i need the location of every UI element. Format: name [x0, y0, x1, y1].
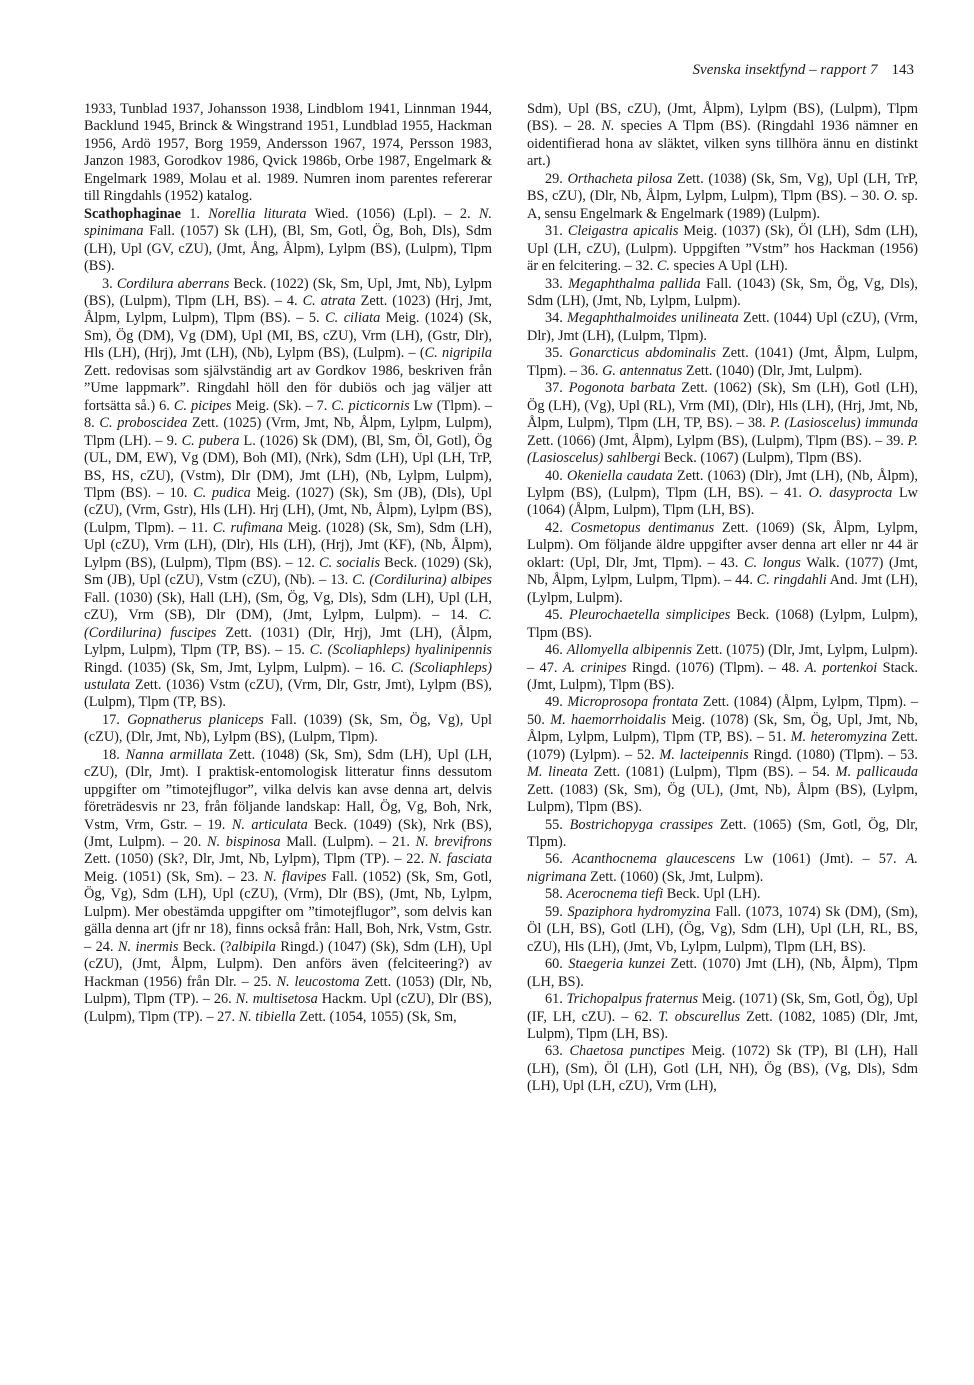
- paragraph-q15: 58. Acerocnema tiefi Beck. Upl (LH).: [545, 886, 761, 903]
- paragraph-q6: 35. Gonarcticus abdominalis Zett. (1041) (Jmt, Ålpm, Lulpm, Tlpm). – 36. G. antennatus Zett. (1040) (Dlr, Jmt, Lulpm).: [527, 345, 918, 379]
- journal-title: Svenska insektfynd – rapport 7: [692, 62, 878, 78]
- paragraph-q1: Sdm), Upl (BS, cZU), (Jmt, Ålpm), Lylpm (BS), (Lulpm), Tlpm (BS). – 28. N. species A Tlpm (BS). (Ringdahl 1936 nämner en oidentifierad hona av släktet, vilken syns tillhöra ännu en distinkt art.): [527, 101, 918, 170]
- paragraph-q13: 55. Bostrichopyga crassipes Zett. (1065) (Sm, Gotl, Ög, Dlr, Tlpm).: [527, 816, 918, 851]
- page-number: 143: [891, 62, 914, 78]
- paragraph-q11: 46. Allomyella albipennis Zett. (1075) (Dlr, Jmt, Lylpm, Lulpm). – 47. A. crinipes Ringd. (1076) (Tlpm). – 48. A. portenkoi Stack. (Jmt, Lulpm), Tlpm (BS).: [527, 642, 919, 693]
- paragraph-p5: 18. Nanna armillata Zett. (1048) (Sk, Sm), Sdm (LH), Upl (LH, cZU), (Dlr, Jmt). I praktisk-entomologisk litteratur finns dessutom uppgifter om ”timotejflugor”, vilka delvis kan avse denna art, delvis företrädesvis nr 23, från följande landskap: Hall, Ög, Vg, Boh, Nrk, Vstm, Vrm, Gstr. – 19. N. articulata Beck. (1049) (Sk), Nrk (BS), (Jmt, Lulpm). – 20. N. bispinosa Mall. (Lulpm). – 21. N. brevifrons Zett. (1050) (Sk?, Dlr, Jmt, Nb, Lylpm), Tlpm (TP). – 22. N. fasciata Meig. (1051) (Sk, Sm). – 23. N. flavipes Fall. (1052) (Sk, Sm, Gotl, Ög, Vg), Sdm (LH), Upl (cZU), (Vrm), Dlr (BS), (Jmt, Nb, Lylpm, Lulpm). Mer obestämda uppgifter om ”timotejflugor”, som delvis kan gälla denna art (jfr nr 18), finns också från: Hall, Boh, Nrk, Vstm, Gstr. – 24. N. inermis Beck. (?albipila Ringd.) (1047) (Sk), Sdm (LH), Upl (cZU), (Jmt, Ålpm, Lulpm). Den anförs även (felciteering?) av Hackman (1956) från Dlr. – 25. N. leucostoma Zett. (1053) (Dlr, Nb, Lulpm), Tlpm (TP). – 26. N. multisetosa Hackm. Upl (cZU), Dlr (BS), (Lulpm), Tlpm (TP). – 27. N. tibiella Zett. (1054, 1055) (Sk, Sm,: [84, 746, 493, 1025]
- running-head: [693, 62, 914, 79]
- paragraph-q14: 56. Acanthocnema glaucescens Lw (1061) (Jmt). – 57. A. nigrimana Zett. (1060) (Sk, Jmt, Lulpm).: [527, 851, 918, 885]
- right-column: [527, 101, 918, 1096]
- paragraph-p3: 3. Cordilura aberrans Beck. (1022) (Sk, Sm, Upl, Jmt, Nb), Lylpm (BS), (Lulpm), Tlpm (LH, BS). – 4. C. atrata Zett. (1023) (Hrj, Jmt, Ålpm, Lylpm, Lulpm), Tlpm (BS). – 5. C. ciliata Meig. (1024) (Sk, Sm), Ög (DM), Vg (DM), Upl (MI, BS, cZU), Vrm (LH), (Gstr, Dlr), Hls (LH), (Hrj), Jmt (LH), (Nb), Lylpm (BS), (Lulpm). – (C. nigripila Zett. redovisas som självständig art av Gordkov 1986, beskriven från ”Ume lappmark”. Ringdahl höll den för dubiös och jag väljer att fortsätta så.) 6. C. picipes Meig. (Sk). – 7. C. picticornis Lw (Tlpm). – 8. C. proboscidea Zett. (1025) (Vrm, Jmt, Nb, Ålpm, Lylpm, Lulpm), Tlpm (LH). – 9. C. pubera L. (1026) Sk (DM), (Bl, Sm, Öl, Gotl), Ög (UL, DM, EW), Vg (DM), Boh (MI), (Nrk), Sdm (LH), Upl (LH, TrP, BS, HS, cZU), (Vstm), Dlr (DM), Jmt (LH), (Nb, Lylpm, Lulpm), Tlpm (BS). – 10. C. pudica Meig. (1027) (Sk), Sm (JB), (Dls), Upl (cZU), (Vrm, Gstr), Hls (LH). Hrj (LH), (Jmt, Nb, Ålpm), Lylpm (BS), (Lulpm, Tlpm). – 11. C. rufimana Meig. (1028) (Sk, Sm), Sdm (LH), Upl (cZU), Vrm (LH), (Dlr), Hls (LH), (Hrj), Jmt (KF), (Nb, Ålpm), Lylpm (BS), (Lulpm), Tlpm (BS). – 12. C. socialis Beck. (1029) (Sk), Sm (JB), Upl (cZU), Vstm (cZU), (Nb). – 13. C. (Cordilurina) albipes Fall. (1030) (Sk), Hall (LH), (Sm, Ög, Vg, Dls), Sdm (LH), Upl (LH, cZU), Vrm (SB), Dlr (DM), (Jmt, Lylpm, Lulpm). – 14. C. (Cordilurina) fuscipes Zett. (1031) (Dlr, Hrj), Jmt (LH), (Ålpm, Lylpm, Lulpm), Tlpm (TP, BS). – 15. C. (Scoliaphleps) hyalinipennis Ringd. (1035) (Sk, Sm, Jmt, Lylpm, Lulpm). – 16. C. (Scoliaphleps) ustulata Zett. (1036) Vstm (cZU), (Vrm, Dlr, Gstr, Jmt), Lylpm (BS), (Lulpm), Tlpm (TP, BS).: [84, 275, 493, 711]
- paragraph-p1: 1933, Tunblad 1937, Johansson 1938, Lindblom 1941, Linnman 1944, Backlund 1945, Brinck & Wingstrand 1951, Lundblad 1955, Hackman 1956, Ardö 1957, Borg 1959, Andersson 1967, 1974, Persson 1983, Janzon 1983, Gorodkov 1986, Qvick 1986b, Orbe 1987, Engelmark & Engelmark 1989, Molau et al. 1989. Numren inom parentes refererar till Ringdahls (1952) katalog.: [84, 101, 492, 205]
- paragraph-q2: 29. Orthacheta pilosa Zett. (1038) (Sk, Sm, Vg), Upl (LH, TrP, BS, cZU), (Dlr, Nb, Ålpm, Lylpm, Lulpm), Tlpm (BS). – 30. O. sp. A, sensu Engelmark & Engelmark (1989) (Lulpm).: [527, 170, 918, 222]
- paragraph-q10: 45. Pleurochaetella simplicipes Beck. (1068) (Lylpm, Lulpm), Tlpm (BS).: [527, 607, 918, 641]
- paragraph-q7: 37. Pogonota barbata Zett. (1062) (Sk), Sm (LH), Gotl (LH), Ög (LH), (Vg), Upl (RL), Vrm (MI), (Dlr), Hls (LH), (Hrj, Jmt, Nb, Ålpm, Lulpm), Tlpm (LH, TP, BS). – 38. P. (Lasioscelus) immunda Zett. (1066) (Jmt, Ålpm), Lylpm (BS), (Lulpm), Tlpm (BS). – 39. P. (Lasioscelus) sahlbergi Beck. (1067) (Lulpm), Tlpm (BS).: [527, 380, 919, 467]
- paragraph-q17: 60. Staegeria kunzei Zett. (1070) Jmt (LH), (Nb, Ålpm), Tlpm (LH, BS).: [527, 956, 918, 990]
- paragraph-q8: 40. Okeniella caudata Zett. (1063) (Dlr), Jmt (LH), (Nb, Ålpm), Lylpm (BS), (Lulpm), Tlpm (LH, BS). – 41. O. dasyprocta Lw (1064) (Ålpm, Lulpm), Tlpm (LH, BS).: [527, 467, 919, 519]
- paragraph-q3: 31. Cleigastra apicalis Meig. (1037) (Sk), Öl (LH), Sdm (LH), Upl (LH, cZU), (Lulpm). Uppgiften ”Vstm” hos Hackman (1956) är en felcitering. – 32. C. species A Upl (LH).: [527, 223, 918, 275]
- paragraph-q5: 34. Megaphthalmoides unilineata Zett. (1044) Upl (cZU), (Vrm, Dlr), Jmt (LH), (Lulpm, Tlpm).: [527, 310, 918, 344]
- paragraph-q9: 42. Cosmetopus dentimanus Zett. (1069) (Sk, Ålpm, Lylpm, Lulpm). Om följande äldre uppgifter avser denna art eller nr 44 är oklart: (Upl, Dlr, Jmt, Tlpm). – 43. C. longus Walk. (1077) (Jmt, Nb, Ålpm, Lylpm, Lulpm, Tlpm). – 44. C. ringdahli And. Jmt (LH), (Lylpm, Lulpm).: [527, 519, 919, 606]
- paragraph-q12: 49. Microprosopa frontata Zett. (1084) (Ålpm, Lylpm, Tlpm). – 50. M. haemorrhoidalis Meig. (1078) (Sk, Sm, Ög, Upl, Jmt, Nb, Ålpm, Lylpm, Lulpm), Tlpm (TP, BS). – 51. M. heteromyzina Zett. (1079) (Lylpm). – 52. M. lacteipennis Ringd. (1080) (Tlpm). – 53. M. lineata Zett. (1081) (Lulpm), Tlpm (BS). – 54. M. pallicauda Zett. (1083) (Sk, Sm), Ög (UL), (Jmt, Nb), Ålpm (BS), (Lylpm, Lulpm), Tlpm (BS).: [527, 694, 919, 816]
- paragraph-q19: 63. Chaetosa punctipes Meig. (1072) Sk (TP), Bl (LH), Hall (LH), (Sm), Öl (LH), Gotl (LH, NH), Ög (BS), (Vg, Dls), Sdm (LH), Upl (LH, cZU), Vrm (LH),: [527, 1043, 919, 1095]
- paragraph-q4: 33. Megaphthalma pallida Fall. (1043) (Sk, Sm, Ög, Vg, Dls), Sdm (LH), (Jmt, Nb, Lylpm, Lulpm).: [527, 275, 918, 309]
- left-column: [84, 101, 492, 1026]
- paragraph-p4: 17. Gopnatherus planiceps Fall. (1039) (Sk, Sm, Ög, Vg), Upl (cZU), (Dlr, Jmt, Nb), Lylpm (BS), (Lulpm, Tlpm).: [84, 711, 493, 746]
- paragraph-q18: 61. Trichopalpus fraternus Meig. (1071) (Sk, Sm, Gotl, Ög), Upl (IF, LH, cZU). – 62. T. obscurellus Zett. (1082, 1085) (Dlr, Jmt, Lulpm), Tlpm (LH, BS).: [527, 991, 918, 1043]
- paragraph-p2: Scathophaginae 1. Norellia liturata Wied. (1056) (Lpl). – 2. N. spinimana Fall. (1057) Sk (LH), (Bl, Sm, Gotl, Ög, Boh, Dls), Sdm (LH), Upl (GV, cZU), (Jmt, Ång, Ålpm), Lylpm (BS), (Lulpm), Tlpm (BS).: [84, 205, 492, 275]
- paragraph-q16: 59. Spaziphora hydromyzina Fall. (1073, 1074) Sk (DM), (Sm), Öl (LH, BS), Gotl (LH), (Ög, Vg), Sdm (LH), Upl (LH, RL, BS, cZU), Hls (LH), (Jmt, Vb, Lylpm, Lulpm), Tlpm (LH, BS).: [527, 903, 918, 955]
